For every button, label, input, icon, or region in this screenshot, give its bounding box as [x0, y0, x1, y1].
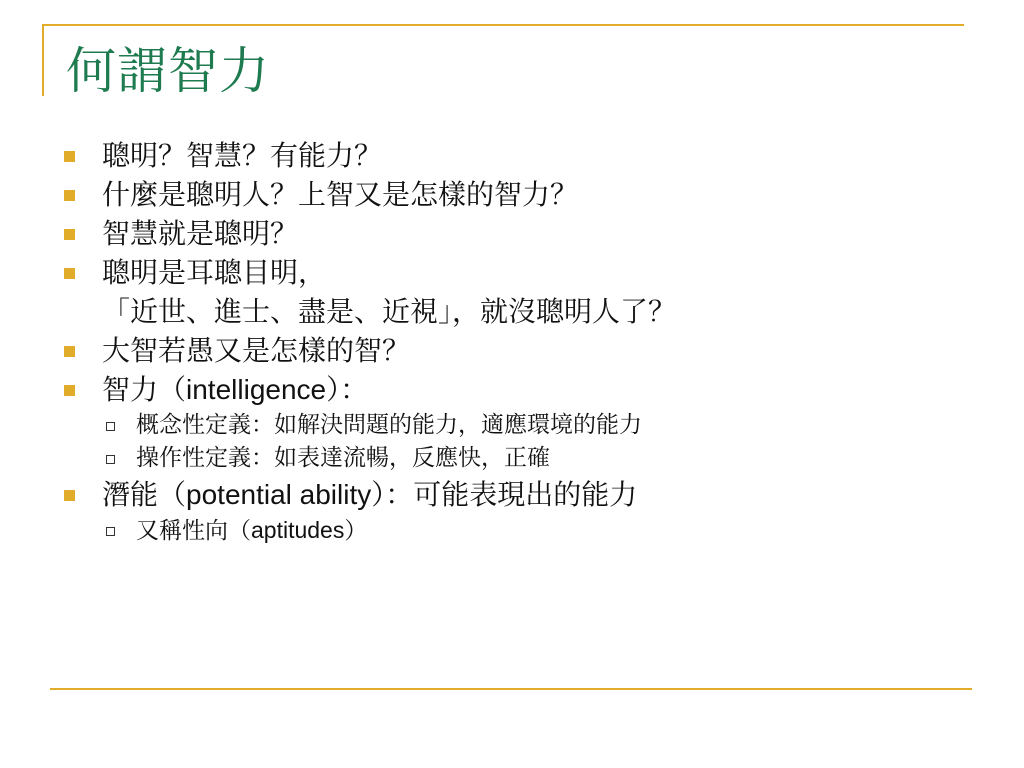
square-bullet-icon [64, 229, 75, 240]
hollow-square-bullet-icon [106, 455, 115, 464]
bullet-text: 聰明？智慧？有能力？ [102, 139, 383, 172]
bullet-text-part: ）：可能表現出的能力 [371, 478, 638, 511]
bullet-text: 智慧就是聰明？ [102, 217, 299, 250]
sub-bullet-text-part: 又稱性向（ [136, 518, 251, 544]
sub-bullet-text: 概念性定義：如解決問題的能力，適應環境的能力 [136, 412, 642, 438]
bullet-text: 大智若愚又是怎樣的智？ [102, 334, 411, 367]
bullet-text: 「近世、進士、盡是、近視」，就沒聰明人了？ [102, 295, 677, 328]
square-bullet-icon [64, 190, 75, 201]
slide-title: 何謂智力 [66, 42, 270, 100]
left-accent-line [42, 24, 44, 96]
bullet-text-part: potential ability [186, 479, 372, 510]
bullet-text-part: intelligence [186, 374, 327, 405]
bottom-accent-line [50, 688, 972, 690]
bullet-item [62, 253, 962, 292]
sub-bullet-text: 操作性定義：如表達流暢，反應快，正確 [136, 445, 550, 471]
square-bullet-icon [64, 151, 75, 162]
bullet-text-part: ）： [326, 373, 369, 406]
sub-bullet-text-part: aptitudes [251, 517, 345, 543]
sub-bullet-item [62, 442, 962, 475]
bullet-item [62, 331, 962, 370]
bullet-item [62, 175, 962, 214]
hollow-square-bullet-icon [106, 527, 115, 536]
square-bullet-icon [64, 346, 75, 357]
sub-bullet-item [62, 514, 962, 548]
bullet-item [62, 475, 962, 514]
square-bullet-icon [64, 268, 75, 279]
sub-bullet-text-part: ） [344, 518, 368, 544]
bullet-list [62, 136, 962, 548]
bullet-item [62, 214, 962, 253]
bullet-continuation [62, 292, 962, 331]
square-bullet-icon [64, 490, 75, 501]
square-bullet-icon [64, 385, 75, 396]
sub-bullet-item [62, 409, 962, 442]
bullet-text: 什麼是聰明人？上智又是怎樣的智力？ [102, 178, 579, 211]
hollow-square-bullet-icon [106, 422, 115, 431]
top-accent-line [42, 24, 964, 26]
bullet-text: 聰明是耳聰目明， [102, 256, 327, 289]
bullet-text-part: 智力（ [102, 373, 187, 406]
bullet-item [62, 136, 962, 175]
bullet-text-part: 潛能（ [102, 478, 187, 511]
bullet-item [62, 370, 962, 409]
